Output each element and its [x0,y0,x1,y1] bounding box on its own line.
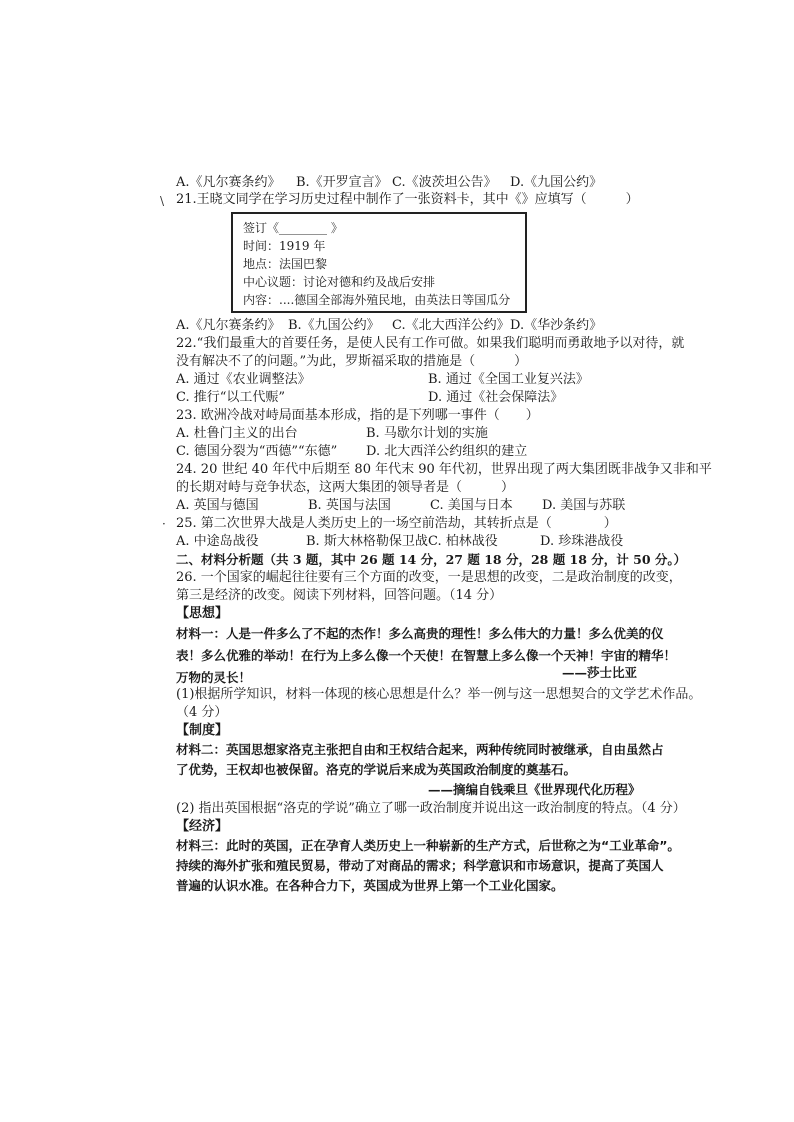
q24-option-c: C. 美国与日本 [430,498,513,513]
heading-thought: 【思想】 [176,606,229,621]
q26-sub1-line1: (1)根据所学知识，材料一体现的核心思想是什么？举一例与这一思想契合的文学艺术作品。 [176,687,702,702]
q20-option-b: B.《开罗宣言》 [296,175,388,190]
q24-option-a: A. 英国与德国 [176,498,259,513]
card-line: 时间：1919 年 [243,239,326,253]
q26-stem-line1: 26. 一个国家的崛起往往要有三个方面的改变，一是思想的改变，二是政治制度的改变， [176,570,682,585]
q22-option-b: B. 通过《全国工业复兴法》 [428,372,589,387]
material-1-line1: 材料一：人是一件多么了不起的杰作！多么高贵的理性！多么伟大的力量！多么优美的仪 [176,626,664,641]
card-line: 签订《________ 》 [243,221,343,235]
card-line: 中心议题：讨论对德和约及战后安排 [243,275,436,289]
q24-option-d: D. 美国与苏联 [542,498,626,513]
q21-option-b: B.《九国公约》 [288,318,380,333]
q23-option-d: D. 北大西洋公约组织的建立 [366,444,528,459]
material-3-line3: 普遍的认识水准。在各种合力下，英国成为世界上第一个工业化国家。 [176,878,564,893]
card-line: 地点：法国巴黎 [243,257,328,271]
q25-option-b: B. 斯大林格勒保卫战 [306,534,428,549]
q21-option-a: A.《凡尔赛条约》 [176,318,281,333]
material-2-line2: 了优势，王权却也被保留。洛克的学说后来成为英国政治制度的奠基石。 [176,762,577,777]
q24-option-b: B. 英国与法国 [308,498,391,513]
q24-stem-line2: 的长期对峙与竞争状态，这两大集团的领导者是（ ） [176,480,515,495]
q20-option-a: A.《凡尔赛条约》 [176,175,281,190]
q23-option-b: B. 马歇尔计划的实施 [366,426,488,441]
material-3-line2: 持续的海外扩张和殖民贸易，带动了对商品的需求；科学意识和市场意识，提高了英国人 [176,858,664,873]
card-line: 内容：....德国全部海外殖民地，由英法日等国瓜分 [243,293,511,307]
material-1-line2: 表！多么优雅的举动！在行为上多么像一个天使！在智慧上多么像一个天神！宇宙的精华！ [176,648,677,663]
scan-mark: · [162,517,166,531]
q22-stem-line1: 22.“我们最重大的首要任务，是使人民有工作可做。如果我们聪明而勇敢地予以对待，就 [176,336,685,351]
material-3-line1: 材料三：此时的英国，正在孕育人类历史上一种崭新的生产方式，后世称之为“工业革命”。 [176,838,680,853]
q26-stem-line2: 第三是经济的改变。阅读下列材料，回答问题。（14 分） [176,588,503,603]
q23-option-c: C. 德国分裂为“西德”“东德” [176,444,338,459]
q22-stem-line2: 没有解决不了的问题。”为此，罗斯福采取的措施是（ ） [176,354,528,369]
q21-option-d: D.《华沙条约》 [510,318,603,333]
heading-system: 【制度】 [176,723,229,738]
material-2-source: ——摘编自钱乘旦《世界现代化历程》 [428,782,641,797]
material-2-line1: 材料二：英国思想家洛克主张把自由和王权结合起来，两种传统同时被继承，自由虽然占 [176,742,664,757]
material-1-source: ——莎士比亚 [562,665,638,680]
q25-stem: 25. 第二次世界大战是人类历史上的一场空前浩劫，其转折点是（ ） [176,516,617,531]
heading-economy: 【经济】 [176,819,229,834]
q22-option-a: A. 通过《农业调整法》 [176,372,311,387]
q26-sub2: (2) 指出英国根据“洛克的学说”确立了哪一政治制度并说出这一政治制度的特点。（4 分） [176,801,686,816]
q22-option-d: D. 通过《社会保障法》 [428,390,564,405]
q26-sub1-line2: （4 分） [176,705,228,720]
q21-option-c: C.《北大西洋公约》 [392,318,510,333]
q22-option-c: C. 推行“以工代赈” [176,390,286,405]
q20-option-c: C.《波茨坦公告》 [392,175,497,190]
q23-stem: 23. 欧洲冷战对峙局面基本形成，指的是下列哪一事件（ ） [176,408,539,423]
q25-option-a: A. 中途岛战役 [176,534,259,549]
q23-option-a: A. 杜鲁门主义的出台 [176,426,298,441]
q25-option-d: D. 珍珠港战役 [540,534,624,549]
q25-option-c: C. 柏林战役 [428,534,498,549]
section-heading: 二、材料分析题（共 3 题，其中 26 题 14 分，27 题 18 分，28 题 18 分，计 50 分。） [176,552,687,567]
q21-stem: 21.王晓文同学在学习历史过程中制作了一张资料卡，其中《》应填写（ ） [176,192,639,207]
scan-mark: \ [160,194,165,208]
q20-option-d: D.《九国公约》 [510,175,603,190]
q21-info-card [231,212,527,313]
material-1-line3: 万物的灵长！ [176,670,252,685]
q24-stem-line1: 24. 20 世纪 40 年代中后期至 80 年代末 90 年代初，世界出现了两大集团既非战争又非和平 [176,462,712,477]
